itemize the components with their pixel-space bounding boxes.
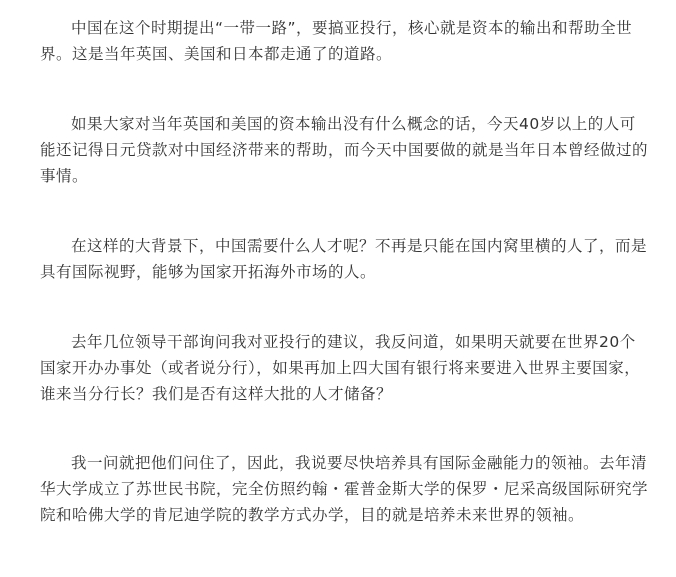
article-paragraph: 我一问就把他们问住了，因此，我说要尽快培养具有国际金融能力的领袖。去年清华大学成立了苏世民书院，完全仿照约翰・霍普金斯大学的保罗・尼采高级国际研究学院和哈佛大学的肯尼迪学院的教学方式办学，目的就是培养未来世界的领袖。: [40, 454, 649, 524]
article-paragraph: 去年几位领导干部询问我对亚投行的建议，我反问道，如果明天就要在世界20个国家开办办事处（或者说分行），如果再加上四大国有银行将来要进入世界主要国家，谁来当分行长？我们是否有这样大批的人才储备？: [40, 333, 641, 403]
article-paragraph: 中国在这个时期提出“一带一路”，要搞亚投行，核心就是资本的输出和帮助全世界。这是当年英国、美国和日本都走通了的道路。: [40, 19, 633, 63]
article-paragraph: 在这样的大背景下，中国需要什么人才呢？不再是只能在国内窝里横的人了，而是具有国际视野，能够为国家开拓海外市场的人。: [40, 237, 648, 281]
article-paragraph: 如果大家对当年英国和美国的资本输出没有什么概念的话，今天40岁以上的人可能还记得日元贷款对中国经济带来的帮助，而今天中国要做的就是当年日本曾经做过的事情。: [40, 115, 649, 185]
